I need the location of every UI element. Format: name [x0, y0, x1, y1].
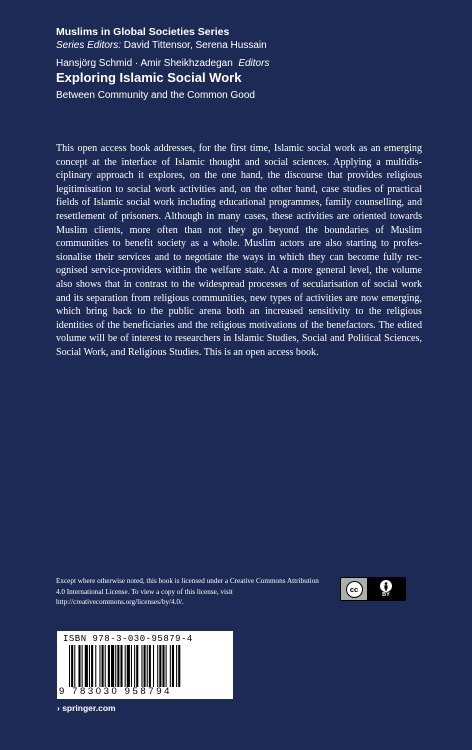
- barcode-bar: [136, 645, 138, 687]
- barcode-bar: [91, 645, 93, 687]
- book-editors: [56, 57, 436, 70]
- series-editors-label: Series Editors:: [56, 40, 122, 51]
- barcode-digits: 9 783030 958794: [59, 686, 172, 697]
- series-editors: [56, 39, 436, 53]
- header-block: [56, 26, 436, 102]
- barcode-bar: [166, 645, 167, 687]
- abstract-text: This open access book addresses, for the first time, Islamic social work as an emerging concept at the interface of Islamic thought and social sciences. Applying a multidisciplinary approach it explores, on the one hand, the discourse that provides religious legitimisation to social work activities and, on the other hand, case studies of practical fields of Islamic social work including educational programmes, family counselling, and resettlement of prisoners. Although in many cases, these activities are oriented towards Muslim clients, more often than not they go beyond the boundaries of Muslim communities to benefit society as a whole. Muslim actors are also starting to professionalise their services and to negotiate the ways in which they can become fully recognised service-providers within the welfare state. At a more general level, the volume also shows that in contrast to the widespread processes of secularisation of social work and its separation from religious communities, new types of activities are now emerging, which bring back to the public arena both an increased sensitivity to the religious identities of the beneficiaries and the religious motivations of the benefactors. The edited volume will be of interest to researchers in Islamic Studies, Social and Political Sciences, Social Work, and Religious Studies. This is an open access book.: [56, 143, 422, 358]
- barcode-bar: [89, 645, 90, 687]
- barcode-bar: [170, 645, 171, 687]
- barcode-bar: [120, 645, 122, 687]
- publisher-link[interactable]: › springer.com: [57, 703, 116, 713]
- barcode-bar: [115, 645, 116, 687]
- barcode-bar: [78, 645, 80, 687]
- book-subtitle: Between Community and the Common Good: [56, 90, 255, 101]
- book-title: Exploring Islamic Social Work: [56, 70, 242, 85]
- series-name: Muslims in Global Societies Series: [56, 26, 230, 38]
- book-editors-label: Editors: [238, 58, 270, 69]
- person-icon-svg: [382, 582, 390, 591]
- barcode-bar: [105, 645, 106, 687]
- barcode-bar: [117, 645, 119, 687]
- barcode-bar: [153, 645, 154, 687]
- barcode-bar: [82, 645, 83, 687]
- barcode-bar: [178, 645, 180, 687]
- barcode-bar: [99, 645, 100, 687]
- barcode-bar: [111, 645, 114, 687]
- barcode-bar: [131, 645, 132, 687]
- barcode-bar: [74, 645, 75, 687]
- barcode: [57, 631, 233, 699]
- barcode-bar: [95, 645, 96, 687]
- barcode-bar: [127, 645, 130, 687]
- barcode-bar: [144, 645, 146, 687]
- barcode-bar: [176, 645, 177, 687]
- series-editors-names: David Tittensor, Serena Hussain: [121, 40, 267, 51]
- barcode-bar: [125, 645, 126, 687]
- barcode-bar: [147, 645, 148, 687]
- barcode-bar: [71, 645, 73, 687]
- barcode-bars: [69, 645, 225, 687]
- cc-by-badge: [340, 577, 406, 601]
- barcode-bar: [69, 645, 70, 687]
- barcode-bar: [134, 645, 135, 687]
- barcode-bar: [157, 645, 158, 687]
- barcode-bar: [149, 645, 151, 687]
- barcode-bar: [172, 645, 174, 687]
- barcode-bar: [102, 645, 104, 687]
- cc-icon-glyph: cc: [346, 581, 363, 598]
- barcode-bar: [108, 645, 110, 687]
- book-editors-names: Hansjörg Schmid · Amir Sheikhzadegan: [56, 58, 233, 69]
- person-icon: [367, 578, 405, 600]
- person-icon-glyph: [380, 580, 392, 592]
- cc-icon: [341, 578, 367, 600]
- barcode-bar: [85, 645, 88, 687]
- isbn-text: ISBN 978-3-030-95879-4: [63, 634, 193, 644]
- barcode-bar: [162, 645, 164, 687]
- barcode-bar: [141, 645, 142, 687]
- barcode-bar: [159, 645, 161, 687]
- license-text: Except where otherwise noted, this book is licensed under a Creative Commons Attribution 4.0 International License. To view a copy of this license, visit http://creativecommons.org/licenses/by/4.0/.: [56, 577, 319, 606]
- by-label: BY: [382, 592, 390, 598]
